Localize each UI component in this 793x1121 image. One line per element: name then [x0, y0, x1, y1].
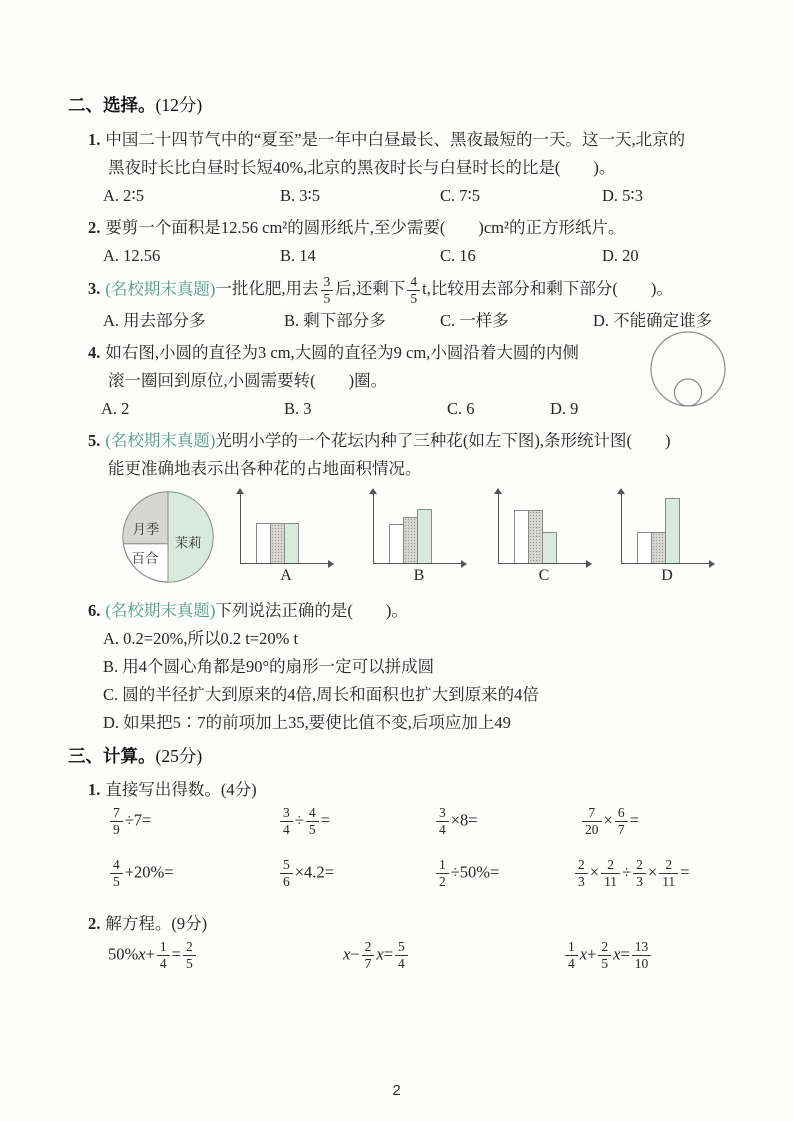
page-number: 2: [392, 1082, 401, 1099]
question-6: [68, 597, 744, 737]
bar-chart-c-label: C: [538, 567, 550, 584]
bar-green: [542, 532, 557, 563]
option-b: B. 剩下部分多: [284, 311, 386, 330]
question-2-line-1: [68, 214, 744, 242]
pie-label-lily: 百合: [131, 550, 159, 566]
question-number: 2.: [88, 218, 101, 237]
option-d: D. 9: [550, 399, 579, 418]
big-circle: [651, 332, 725, 406]
calc-item: $\frac{7}{20}$ × $\frac{6}{7}$ =: [580, 805, 639, 838]
small-circle: [675, 379, 702, 406]
option-b: B. 14: [280, 246, 316, 265]
sub-number: 2.: [88, 914, 101, 933]
sub-number: 1.: [88, 780, 101, 799]
section-title: 二、选择。: [68, 95, 156, 115]
question-1-line-2: 黑夜时长比白昼时长短40%,北京的黑夜时长与白昼时长的比是( )。: [108, 158, 616, 177]
option-d: D. 5∶3: [602, 186, 643, 205]
question-4-line-2: 滚一圈回到原位,小圆需要转( )圈。: [108, 371, 388, 390]
question-1: [68, 126, 744, 210]
exam-source-tag: (名校期末真题): [105, 431, 216, 450]
equation: $\frac{1}{4}$ x+ $\frac{2}{5}$ x= $\frac{13}{10}$: [563, 939, 653, 972]
option-c: C. 16: [440, 246, 476, 265]
option-d: D. 20: [602, 246, 639, 265]
option-b: B. 3: [284, 399, 312, 418]
bars: [637, 498, 679, 563]
question-6-line-1: [68, 597, 744, 625]
question-text: 下列说法正确的是( )。: [215, 601, 408, 620]
rolling-circles-figure: [646, 329, 730, 417]
section-score: (12分): [155, 95, 203, 115]
equation: 50%x+ $\frac{1}{4}$ = $\frac{2}{5}$: [108, 939, 198, 972]
section-score: (25分): [155, 746, 203, 766]
calc-sub-2: [68, 911, 744, 937]
bar-green: [417, 509, 432, 563]
option-a: A. 2: [101, 399, 130, 418]
question-2: [68, 214, 744, 270]
bar-white: [389, 524, 404, 563]
option-b: B. 用4个圆心角都是90°的扇形一定可以拼成圆: [103, 657, 435, 676]
bars: [256, 523, 298, 563]
calc-item: $\frac{1}{2}$ ÷50%=: [434, 857, 499, 890]
sub-text: 直接写出得数。(4分): [105, 780, 257, 799]
question-5-line-2: 能更准确地表示出各种花的占地面积情况。: [108, 459, 422, 478]
question-number: 5.: [88, 431, 101, 450]
question-2-options: [68, 242, 744, 270]
calc-item: $\frac{2}{3}$ × $\frac{2}{11}$ ÷ $\frac{2}{3}$ × $\frac{2}{11}$ =: [573, 857, 690, 890]
question-number: 6.: [88, 601, 101, 620]
option-c: C. 6: [447, 399, 475, 418]
bar-green: [284, 523, 299, 563]
question-text: 如右图,小圆的直径为3 cm,大圆的直径为9 cm,小圆沿着大圆的内侧: [105, 343, 579, 362]
bar-gray: [403, 517, 418, 563]
option-a: A. 2∶5: [103, 186, 144, 205]
question-text: 光明小学的一个花坛内种了三种花(如左下图),条形统计图( ): [215, 431, 671, 450]
pie-label-jasmine: 茉莉: [174, 535, 202, 551]
calc-item: $\frac{5}{6}$ ×4.2=: [278, 857, 334, 890]
calc-item: $\frac{7}{9}$ ÷7=: [108, 805, 151, 838]
question-4-options: [68, 395, 744, 423]
sub-text: 解方程。(9分): [105, 914, 208, 933]
bar-gray: [651, 532, 666, 563]
bar-gray: [528, 510, 543, 563]
pie-chart: [120, 489, 216, 585]
question-text: 要剪一个面积是12.56 cm²的圆形纸片,至少需要( )cm²的正方形纸片。: [105, 218, 625, 237]
question-text: 中国二十四节气中的“夏至”是一年中白昼最长、黑夜最短的一天。这一天,北京的: [105, 130, 686, 149]
question-number: 3.: [88, 279, 101, 299]
calc-item: $\frac{4}{5}$ +20%=: [108, 857, 174, 890]
option-d: D. 不能确定谁多: [593, 311, 713, 330]
bars: [514, 510, 556, 563]
question-5-figures: [68, 489, 744, 587]
section-calc-heading: [68, 743, 744, 769]
bar-chart-d: [621, 493, 710, 584]
option-b: B. 3∶5: [280, 186, 321, 205]
question-5: [68, 427, 744, 587]
question-3: [68, 274, 744, 335]
question-4: [68, 339, 744, 423]
exam-source-tag: (名校期末真题): [105, 279, 216, 299]
calc-sub-1: [68, 777, 744, 803]
question-number: 1.: [88, 130, 101, 149]
bar-green: [665, 498, 680, 563]
option-a: A. 12.56: [103, 246, 161, 265]
calc-row-1: [68, 803, 744, 855]
bar-white: [256, 523, 271, 563]
section-choice-heading: [68, 92, 744, 118]
bar-white: [637, 532, 652, 563]
section-title: 三、计算。: [68, 746, 156, 766]
bar-chart-b: [373, 493, 462, 584]
bar-chart-a: [240, 493, 329, 584]
bar-white: [514, 510, 529, 563]
question-text-math: 一批化肥,用去 $\frac{3}{5}$ 后,还剩下 $\frac{4}{5}$ t,比较用去部分和剩下部分( )。: [215, 274, 673, 306]
bar-chart-c: [498, 493, 587, 584]
question-1-line-1: [68, 126, 744, 154]
equation-row: [68, 937, 744, 993]
question-1-options: [68, 182, 744, 210]
option-a: A. 用去部分多: [103, 311, 206, 330]
question-number: 4.: [88, 343, 101, 362]
calc-item: $\frac{3}{4}$ ÷ $\frac{4}{5}$ =: [278, 805, 330, 838]
question-3-options: [68, 307, 744, 335]
bar-gray: [270, 523, 285, 563]
exam-source-tag: (名校期末真题): [105, 601, 216, 620]
option-c: C. 7∶5: [440, 186, 481, 205]
option-d: D. 如果把5∶7的前项加上35,要使比值不变,后项应加上49: [103, 713, 511, 732]
pie-label-rose: 月季: [132, 522, 160, 538]
page-content: [68, 92, 744, 993]
option-c: C. 一样多: [440, 311, 509, 330]
calc-row-2: [68, 855, 744, 907]
equation: x− $\frac{2}{7}$ x= $\frac{5}{4}$: [343, 939, 410, 972]
question-5-line-1: [68, 427, 744, 455]
question-4-line-1: [68, 339, 653, 367]
bar-chart-d-label: D: [661, 567, 673, 584]
bar-chart-a-label: A: [280, 567, 292, 584]
option-c: C. 圆的半径扩大到原来的4倍,周长和面积也扩大到原来的4倍: [103, 685, 539, 704]
question-3-line-1: [68, 274, 744, 307]
bar-chart-b-label: B: [413, 567, 425, 584]
option-a: A. 0.2=20%,所以0.2 t=20% t: [103, 629, 299, 648]
bars: [389, 509, 431, 563]
calc-item: $\frac{3}{4}$ ×8=: [434, 805, 478, 838]
